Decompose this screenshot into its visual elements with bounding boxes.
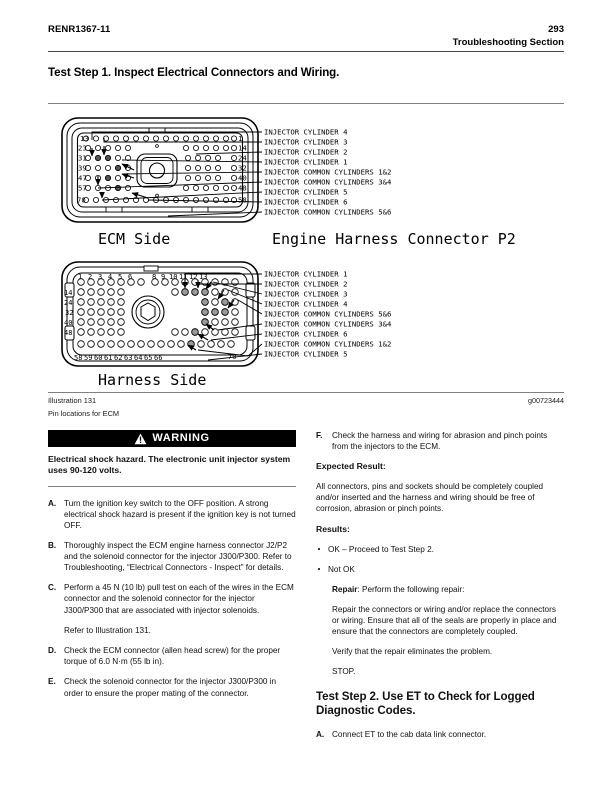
svg-text:4: 4 (108, 273, 113, 281)
svg-text:5: 5 (118, 273, 123, 281)
svg-text:3: 3 (98, 273, 103, 281)
harness-callout-8: INJECTOR CYLINDER 5 (264, 349, 348, 359)
harness-side-label: Harness Side (98, 371, 207, 389)
harness-callout-2: INJECTOR CYLINDER 3 (264, 289, 348, 299)
list-item-d-text: Check the ECM connector (allen head screw) for the proper torque of 6.0 N·m (55 lb in). (64, 646, 281, 667)
svg-text:23: 23 (78, 143, 87, 153)
ecm-side-connector (62, 118, 258, 222)
harness-callout-3: INJECTOR CYLINDER 4 (264, 299, 348, 309)
list-marker-e: E. (48, 677, 56, 687)
svg-text:32: 32 (238, 163, 247, 173)
svg-text:14: 14 (238, 143, 247, 153)
svg-text:32: 32 (65, 309, 74, 317)
connector-pin-diagram (48, 112, 564, 390)
svg-text:10: 10 (169, 273, 178, 281)
page-header (48, 24, 564, 58)
ecm-callout-7: INJECTOR CYLINDER 6 (264, 197, 348, 207)
list-marker-f: F. (316, 431, 323, 440)
svg-text:40: 40 (64, 319, 73, 327)
illustration-divider (48, 392, 564, 393)
ecm-side-label: ECM Side (98, 230, 171, 248)
svg-text:12: 12 (189, 273, 198, 281)
svg-text:14: 14 (64, 289, 73, 297)
svg-text:9: 9 (161, 273, 166, 281)
test-step-1-title: Test Step 1. Inspect Electrical Connectors and Wiring. (48, 66, 340, 79)
list-marker-c: C. (48, 583, 57, 593)
list-item-c-note: Refer to Illustration 131. (64, 626, 151, 636)
harness-left-pin-numbers (64, 289, 73, 337)
harness-callout-1: INJECTOR CYLINDER 2 (264, 279, 348, 289)
svg-text:1: 1 (238, 134, 243, 143)
bullet-dot-icon (318, 548, 320, 550)
harness-callout-5: INJECTOR COMMON CYLINDERS 3&4 (264, 319, 392, 329)
list-item-d (48, 645, 296, 667)
svg-text:13: 13 (199, 273, 208, 281)
svg-text:60: 60 (94, 354, 103, 362)
engine-harness-connector-label: Engine Harness Connector P2 (272, 230, 516, 248)
page-number: 293 (548, 24, 564, 35)
harness-callout-7: INJECTOR COMMON CYLINDERS 1&2 (264, 339, 392, 349)
svg-text:70: 70 (77, 195, 86, 205)
section-name: Troubleshooting Section (452, 37, 564, 48)
expected-result-text: All connectors, pins and sockets should be completely coupled and/or inserted and the harness and wiring should be free of corrosion, abrasion or pinch points. (316, 482, 544, 514)
stop-text: STOP. (332, 667, 356, 677)
svg-text:65: 65 (144, 354, 153, 362)
svg-text:66: 66 (154, 354, 163, 362)
svg-text:13: 13 (80, 134, 89, 143)
document-number: RENR1367-11 (48, 24, 111, 35)
right-text-column (316, 430, 564, 749)
header-divider (48, 51, 564, 52)
list-marker-d: D. (48, 646, 57, 656)
svg-text:64: 64 (134, 354, 143, 362)
svg-text:1: 1 (78, 273, 83, 281)
step2-list-marker-a: A. (316, 729, 325, 739)
harness-callout-labels (264, 270, 392, 359)
step2-list-item-a (316, 729, 564, 740)
graphic-id: g00723444 (528, 396, 564, 405)
results-heading: Results: (316, 523, 350, 534)
list-marker-b: B. (48, 541, 57, 551)
svg-text:58: 58 (74, 354, 83, 362)
ecm-callout-8: INJECTOR COMMON CYLINDERS 5&6 (264, 207, 392, 217)
harness-callout-4: INJECTOR COMMON CYLINDERS 5&6 (264, 309, 392, 319)
result-ok-text: OK – Proceed to Test Step 2. (328, 544, 434, 554)
ecm-callout-4: INJECTOR COMMON CYLINDERS 1&2 (264, 167, 392, 177)
svg-text:59: 59 (84, 354, 93, 362)
svg-text:24: 24 (64, 299, 73, 307)
list-item-c (48, 582, 296, 636)
list-item-a-text: Turn the ignition key switch to the OFF position. A strong electrical shock hazard is present if the ignition key is not turned OFF. (64, 498, 296, 530)
list-item-f-text: Check the harness and wiring for abrasion and pinch points from the injectors to the ECM. (332, 431, 548, 452)
svg-text:58: 58 (238, 195, 247, 205)
svg-text:63: 63 (124, 354, 133, 362)
harness-callout-0: INJECTOR CYLINDER 1 (264, 269, 348, 279)
result-not-ok (316, 564, 564, 575)
list-item-e-text: Check the solenoid connector for the injector J300/P300 in order to ensure the proper mating of the connector. (64, 677, 277, 698)
repair-block (332, 584, 564, 678)
ecm-callout-1: INJECTOR CYLINDER 3 (264, 137, 348, 147)
verify-text: Verify that the repair eliminates the problem. (332, 647, 493, 657)
ecm-callout-2: INJECTOR CYLINDER 2 (264, 147, 348, 157)
ecm-callout-5: INJECTOR COMMON CYLINDERS 3&4 (264, 177, 392, 187)
svg-text:48: 48 (238, 183, 247, 193)
list-item-b-text: Thoroughly inspect the ECM engine harness connector J2/P2 and the solenoid connector for the injector J300/P300. Refer to Troubleshooting, “Electrical Connectors - Inspect” for details. (64, 541, 292, 573)
svg-text:48: 48 (64, 329, 73, 337)
svg-text:57: 57 (78, 183, 87, 193)
svg-text:47: 47 (78, 173, 87, 183)
repair-label: Repair (332, 584, 358, 594)
warning-label: WARNING (152, 431, 210, 444)
list-item-a (48, 498, 296, 531)
ecm-callout-labels (264, 128, 392, 217)
list-marker-a: A. (48, 498, 57, 508)
expected-result-heading: Expected Result: (316, 461, 386, 472)
svg-text:31: 31 (78, 153, 87, 163)
svg-text:62: 62 (114, 354, 123, 362)
illustration-131-graphic (48, 112, 564, 390)
svg-text:6: 6 (128, 273, 133, 281)
warning-divider (48, 486, 296, 487)
step2-list-item-a-text: Connect ET to the cab data link connector. (332, 729, 487, 739)
warning-triangle-icon (134, 433, 147, 445)
svg-text:11: 11 (179, 273, 188, 281)
svg-text:2: 2 (88, 273, 93, 281)
repair-text: Repair the connectors or wiring and/or replace the connectors or wiring. Ensure that all of the seals are properly in place and ensure that the connectors are completely coupled. (332, 604, 557, 637)
left-text-column (48, 430, 296, 708)
warning-text: Electrical shock hazard. The electronic unit injector system uses 90-120 volts. (48, 454, 291, 476)
result-not-ok-text: Not OK (328, 564, 355, 574)
svg-text:40: 40 (238, 173, 247, 183)
list-item-f (316, 430, 564, 452)
result-ok (316, 544, 564, 555)
title-divider (48, 103, 564, 104)
harness-callout-6: INJECTOR CYLINDER 6 (264, 329, 348, 339)
list-item-c-text: Perform a 45 N (10 lb) pull test on each of the wires in the ECM connector and the solenoid connector for the injector J300/P300 that are associated with injector solenoids. (64, 583, 294, 615)
harness-pin-70: 70 (228, 353, 237, 361)
ecm-callout-3: INJECTOR CYLINDER 1 (264, 157, 348, 167)
ecm-callout-6: INJECTOR CYLINDER 5 (264, 187, 348, 197)
warning-banner (48, 430, 296, 447)
illustration-number: Illustration 131 (48, 396, 97, 405)
repair-lead-line (332, 584, 564, 595)
bullet-dot-icon (318, 568, 320, 570)
repair-lead-text: : Perform the following repair: (357, 584, 465, 594)
list-item-e (48, 676, 296, 698)
list-item-b (48, 540, 296, 573)
ecm-callout-0: INJECTOR CYLINDER 4 (264, 127, 348, 137)
svg-text:8: 8 (152, 273, 157, 281)
illustration-caption (48, 396, 119, 419)
illustration-description: Pin locations for ECM (48, 408, 120, 418)
svg-text:39: 39 (78, 163, 87, 173)
svg-text:24: 24 (238, 153, 247, 163)
test-step-2-title: Test Step 2. Use ET to Check for Logged Diagnostic Codes. (316, 690, 535, 717)
svg-text:61: 61 (104, 354, 113, 362)
